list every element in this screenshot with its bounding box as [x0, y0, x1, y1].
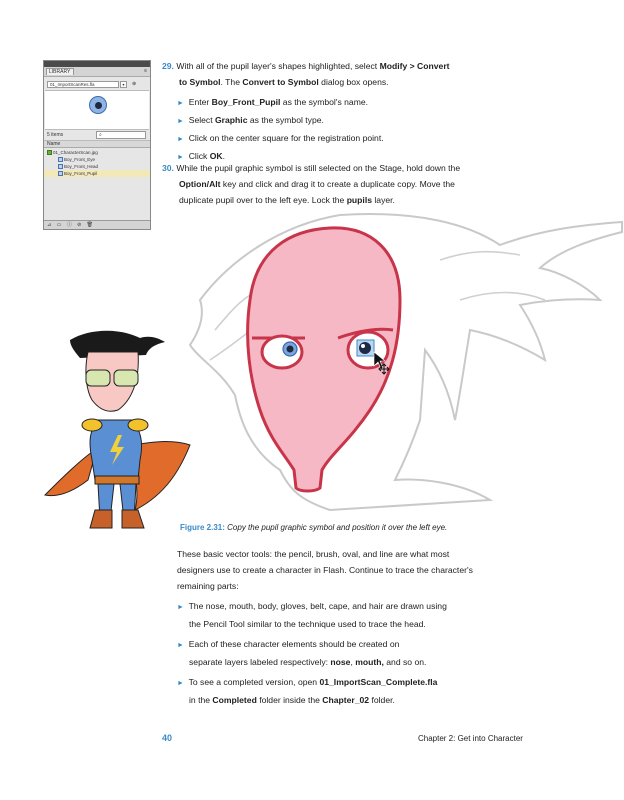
bullet-item: ► Click on the center square for the registration point.	[177, 133, 384, 143]
panel-tab-row	[44, 67, 150, 77]
library-tab[interactable]: LIBRARY	[46, 68, 74, 75]
library-search-input[interactable]	[96, 131, 146, 139]
chapter-title: Chapter 2: Get into Character	[418, 734, 523, 743]
search-icon: ⌕	[99, 132, 102, 138]
goggles-right	[114, 370, 138, 386]
bullet-item: ► Click OK.	[177, 151, 226, 161]
panel-bottom-toolbar[interactable]: ⊿ ▭ ⓘ ⊘ 🗑	[44, 220, 150, 229]
list-item[interactable]: 01_CharacterScan.jpg	[44, 149, 150, 156]
step-29-bullets	[177, 94, 497, 166]
panel-menu-icon[interactable]: ≡	[144, 68, 147, 74]
figure-caption: Figure 2.31: Copy the pupil graphic symbol and position it over the left eye.	[180, 523, 448, 532]
shoulder-pad-left	[82, 419, 102, 431]
document-select[interactable]: 01_ImportScanRes.fla	[47, 81, 119, 88]
left-pupil-center	[287, 346, 294, 353]
pin-icon[interactable]: ⊕	[132, 81, 137, 87]
list-item[interactable]: Boy_Front_Eye	[44, 156, 150, 163]
step-30: 30. While the pupil graphic symbol is still selected on the Stage, hold down the Option/Alt key and click and drag it to create a duplicate copy. Move the duplicate pupil over to the left eye. Lock the pupils layer.	[162, 163, 461, 205]
graphic-symbol-icon	[58, 157, 63, 162]
graphic-symbol-icon	[58, 171, 63, 176]
right-pupil[interactable]	[359, 342, 371, 354]
bullet-item: ► The nose, mouth, body, gloves, belt, cape, and hair are drawn using	[177, 601, 447, 611]
item-count-row	[44, 131, 150, 141]
graphic-symbol-icon	[58, 164, 63, 169]
boots	[90, 510, 144, 528]
chevron-down-icon[interactable]: ▾	[120, 81, 127, 88]
library-panel	[43, 60, 151, 230]
step-29: 29. With all of the pupil layer's shapes highlighted, select Modify > Convert to Symbol. The Convert to Symbol dialog box opens.	[162, 61, 450, 87]
page-number: 40	[162, 733, 173, 743]
bullet-list: ► The nose, mouth, body, gloves, belt, cape, and hair are drawn using the Pencil Tool similar to the technique used to trace the head. ► Each of these character elements should be created on separate layers labeled respectively: nose, mouth, and so on. ► To see a completed version, open 01_ImportScan_Complete.fla in the Completed folder inside the Chapter_02 folder.	[177, 598, 537, 708]
list-item[interactable]: Boy_Front_Head	[44, 163, 150, 170]
goggles-left	[86, 370, 110, 386]
body-paragraph: These basic vector tools: the pencil, brush, oval, and line are what most designers use to create a character in Flash. Continue to trace the character's remaining parts:	[177, 549, 473, 591]
item-count: 5 items	[47, 132, 64, 138]
bullet-item: ► To see a completed version, open 01_ImportScan_Complete.fla	[177, 677, 438, 687]
bullet-item: ► Enter Boy_Front_Pupil as the symbol's name.	[177, 97, 369, 107]
bullet-item: ► Each of these character elements should be created on	[177, 639, 400, 649]
name-column-header[interactable]: Name	[44, 141, 150, 148]
pupil-highlight	[361, 344, 365, 348]
bitmap-icon	[47, 150, 52, 155]
bullet-item: ► Select Graphic as the symbol type.	[177, 115, 324, 125]
superhero-character	[40, 330, 200, 530]
symbol-preview	[45, 90, 149, 130]
pupil-preview-icon	[89, 96, 107, 114]
library-list	[44, 149, 150, 177]
list-item-selected[interactable]: Boy_Front_Pupil	[44, 170, 150, 177]
shoulder-pad-right	[128, 419, 148, 431]
belt	[95, 476, 139, 484]
